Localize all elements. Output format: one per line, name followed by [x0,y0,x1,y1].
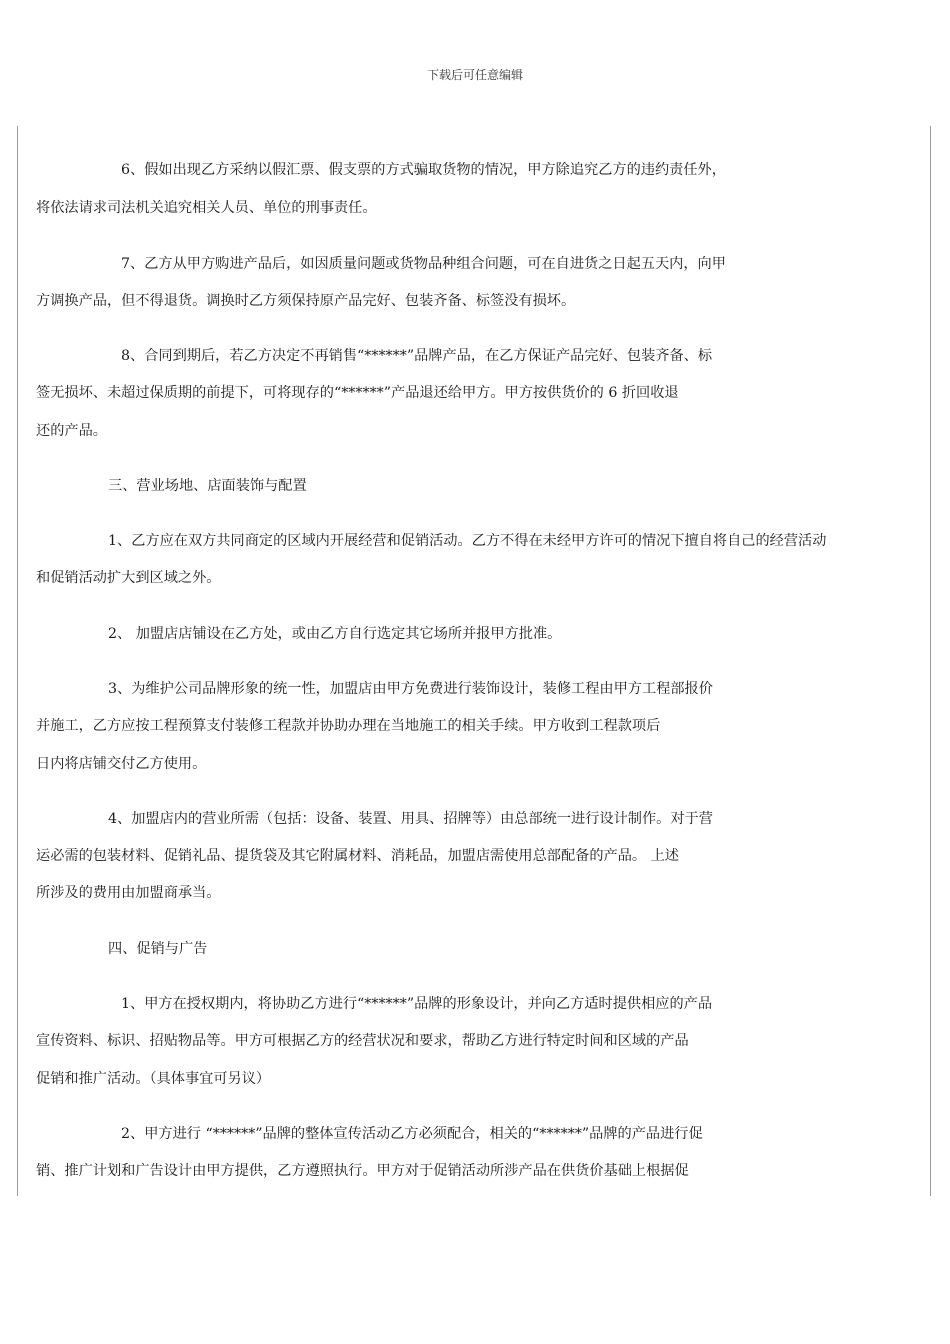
section-3-item-4-line-1: 4、加盟店内的营业所需（包括：设备、装置、用具、招牌等）由总部统一进行设计制作。对于营 [108,811,713,827]
clause-8-line-2: 签无损坏、未超过保质期的前提下，可将现存的“******”产品退还给甲方。甲方按供货价的 6 折回收退 [36,385,679,401]
section-3-heading: 三、营业场地、店面装饰与配置 [108,478,307,494]
section-4-item-1-line-3: 促销和推广活动。（具体事宜可另议） [36,1071,271,1087]
clause-7-line-1: 7、乙方从甲方购进产品后，如因质量问题或货物品种组合问题，可在自进货之日起五天内，向甲 [121,256,726,272]
section-3-item-1-line-2: 和促销活动扩大到区域之外。 [36,570,221,586]
section-4-heading: 四、促销与广告 [108,941,208,957]
section-4-item-1-line-1: 1、甲方在授权期内，将协助乙方进行“******”品牌的形象设计，并向乙方适时提供相应的产品 [121,996,713,1012]
section-3-item-2-line-1: 2、 加盟店店铺设在乙方处，或由乙方自行选定其它场所并报甲方批准。 [108,626,562,642]
section-3-item-4-line-3: 所涉及的费用由加盟商承当。 [36,885,221,901]
section-3-item-4-line-2: 运必需的包装材料、促销礼品、提货袋及其它附属材料、消耗品，加盟店需使用总部配备的产品。 上述 [36,848,679,864]
page-header-note: 下载后可任意编辑 [426,68,523,82]
section-3-item-3-line-3: 日内将店铺交付乙方使用。 [36,756,207,772]
clause-8-line-1: 8、合同到期后，若乙方决定不再销售“******”品牌产品，在乙方保证产品完好、包装齐备、标 [121,348,713,364]
section-4-item-2-line-2: 销、推广计划和广告设计由甲方提供，乙方遵照执行。甲方对于促销活动所涉产品在供货价基础上根据促 [36,1163,689,1179]
clause-6-line-2: 将依法请求司法机关追究相关人员、单位的刑事责任。 [36,200,377,216]
section-4-item-1-line-2: 宣传资料、标识、招贴物品等。甲方可根据乙方的经营状况和要求，帮助乙方进行特定时间和区域的产品 [36,1033,689,1049]
clause-8-line-3: 还的产品。 [36,423,107,439]
section-4-item-2-line-1: 2、甲方进行 “******”品牌的整体宣传活动乙方必须配合，相关的“******”品牌的产品进行促 [121,1126,703,1142]
section-3-item-1-line-1: 1、乙方应在双方共同商定的区域内开展经营和促销活动。乙方不得在未经甲方许可的情况下擅自将自己的经营活动 [108,533,827,549]
section-3-item-3-line-2: 并施工，乙方应按工程预算支付装修工程款并协助办理在当地施工的相关手续。甲方收到工程款项后 [36,718,661,734]
section-3-item-3-line-1: 3、为维护公司品牌形象的统一性，加盟店由甲方免费进行装饰设计，装修工程由甲方工程部报价 [108,681,713,697]
clause-6-line-1: 6、假如出现乙方采纳以假汇票、假支票的方式骗取货物的情况，甲方除追究乙方的违约责任外， [121,162,726,178]
clause-7-line-2: 方调换产品，但不得退货。调换时乙方须保持原产品完好、包装齐备、标签没有损坏。 [36,293,576,309]
